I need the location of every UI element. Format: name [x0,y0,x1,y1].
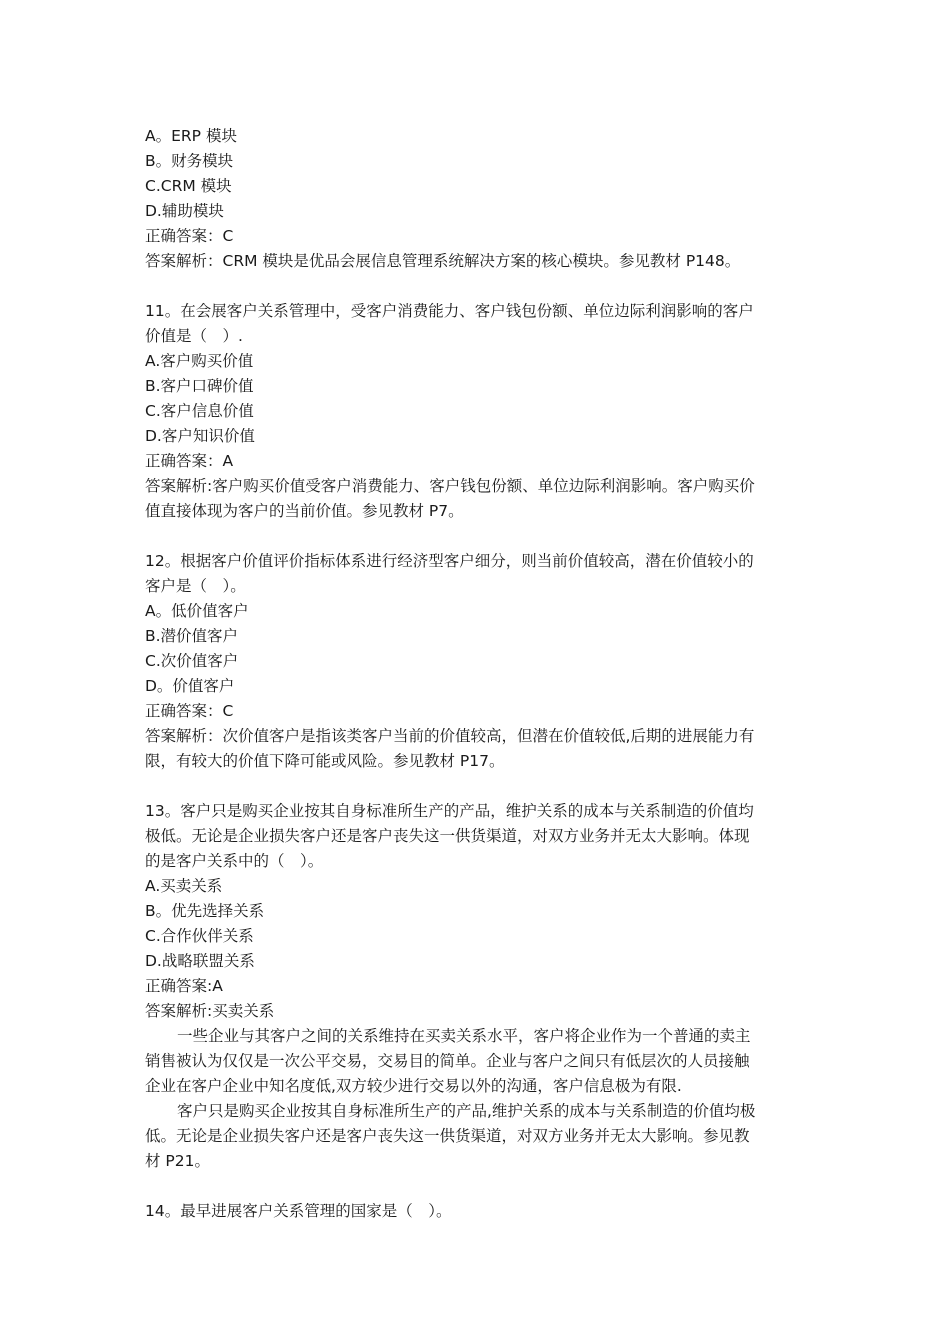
question-13-option-a: A.买卖关系 [145,877,223,895]
question-11-stem-line1: 11。在会展客户关系管理中，受客户消费能力、客户钱包份额、单位边际利润影响的客户 [145,302,754,320]
question-13-paragraph1-line1: 一些企业与其客户之间的关系维持在买卖关系水平，客户将企业作为一个普通的卖主 [177,1027,751,1045]
question-13-option-b: B。优先选择关系 [145,902,265,920]
question-13-answer: 正确答案:A [145,977,223,995]
question-13-stem-line3: 的是客户关系中的（ ）。 [145,852,324,870]
question-13-paragraph2-line1: 客户只是购买企业按其自身标准所生产的产品,维护关系的成本与关系制造的价值均极 [177,1102,756,1120]
question-12-stem-line1: 12。根据客户价值评价指标体系进行经济型客户细分，则当前价值较高，潜在价值较小的 [145,552,754,570]
question-14-stem: 14。最早进展客户关系管理的国家是（ ）。 [145,1202,452,1220]
question-12-option-c: C.次价值客户 [145,652,239,670]
question-13-option-d: D.战略联盟关系 [145,952,255,970]
correct-answer: 正确答案：C [145,227,234,245]
answer-explanation: 答案解析：CRM 模块是优品会展信息管理系统解决方案的核心模块。参见教材 P148。 [145,252,741,270]
question-12-option-d: D。价值客户 [145,677,235,695]
option-c: C.CRM 模块 [145,177,232,195]
question-12-option-a: A。低价值客户 [145,602,249,620]
question-13-stem-line1: 13。客户只是购买企业按其自身标准所生产的产品，维护关系的成本与关系制造的价值均 [145,802,754,820]
option-d: D.辅助模块 [145,202,224,220]
question-11-option-a: A.客户购买价值 [145,352,254,370]
question-11-option-b: B.客户口碑价值 [145,377,254,395]
question-11-stem-line2: 价值是（ ）. [145,327,243,345]
question-11-answer: 正确答案：A [145,452,234,470]
question-13-paragraph1-line3: 企业在客户企业中知名度低,双方较少进行交易以外的沟通，客户信息极为有限. [145,1077,682,1095]
question-11-explanation-line2: 值直接体现为客户的当前价值。参见教材 P7。 [145,502,464,520]
question-12-explanation-line2: 限，有较大的价值下降可能或风险。参见教材 P17。 [145,752,505,770]
question-12-stem-line2: 客户是（ ）。 [145,577,246,595]
question-12-option-b: B.潜价值客户 [145,627,239,645]
question-13-paragraph2-line3: 材 P21。 [145,1152,210,1170]
option-a: A。ERP 模块 [145,127,237,145]
question-12-explanation-line1: 答案解析：次价值客户是指该类客户当前的价值较高，但潜在价值较低,后期的进展能力有 [145,727,755,745]
question-13-paragraph1-line2: 销售被认为仅仅是一次公平交易，交易目的简单。企业与客户之间只有低层次的人员接触 [145,1052,750,1070]
option-b: B。财务模块 [145,152,234,170]
question-12-answer: 正确答案：C [145,702,234,720]
question-13-option-c: C.合作伙伴关系 [145,927,254,945]
document-page [145,124,813,1224]
question-13-stem-line2: 极低。无论是企业损失客户还是客户丧失这一供货渠道，对双方业务并无太大影响。体现 [145,827,750,845]
question-11-explanation-line1: 答案解析:客户购买价值受客户消费能力、客户钱包份额、单位边际利润影响。客户购买价 [145,477,755,495]
question-11-option-d: D.客户知识价值 [145,427,255,445]
question-13-explanation-title: 答案解析:买卖关系 [145,1002,275,1020]
question-13-paragraph2-line2: 低。无论是企业损失客户还是客户丧失这一供货渠道，对双方业务并无太大影响。参见教 [145,1127,750,1145]
question-11-option-c: C.客户信息价值 [145,402,254,420]
